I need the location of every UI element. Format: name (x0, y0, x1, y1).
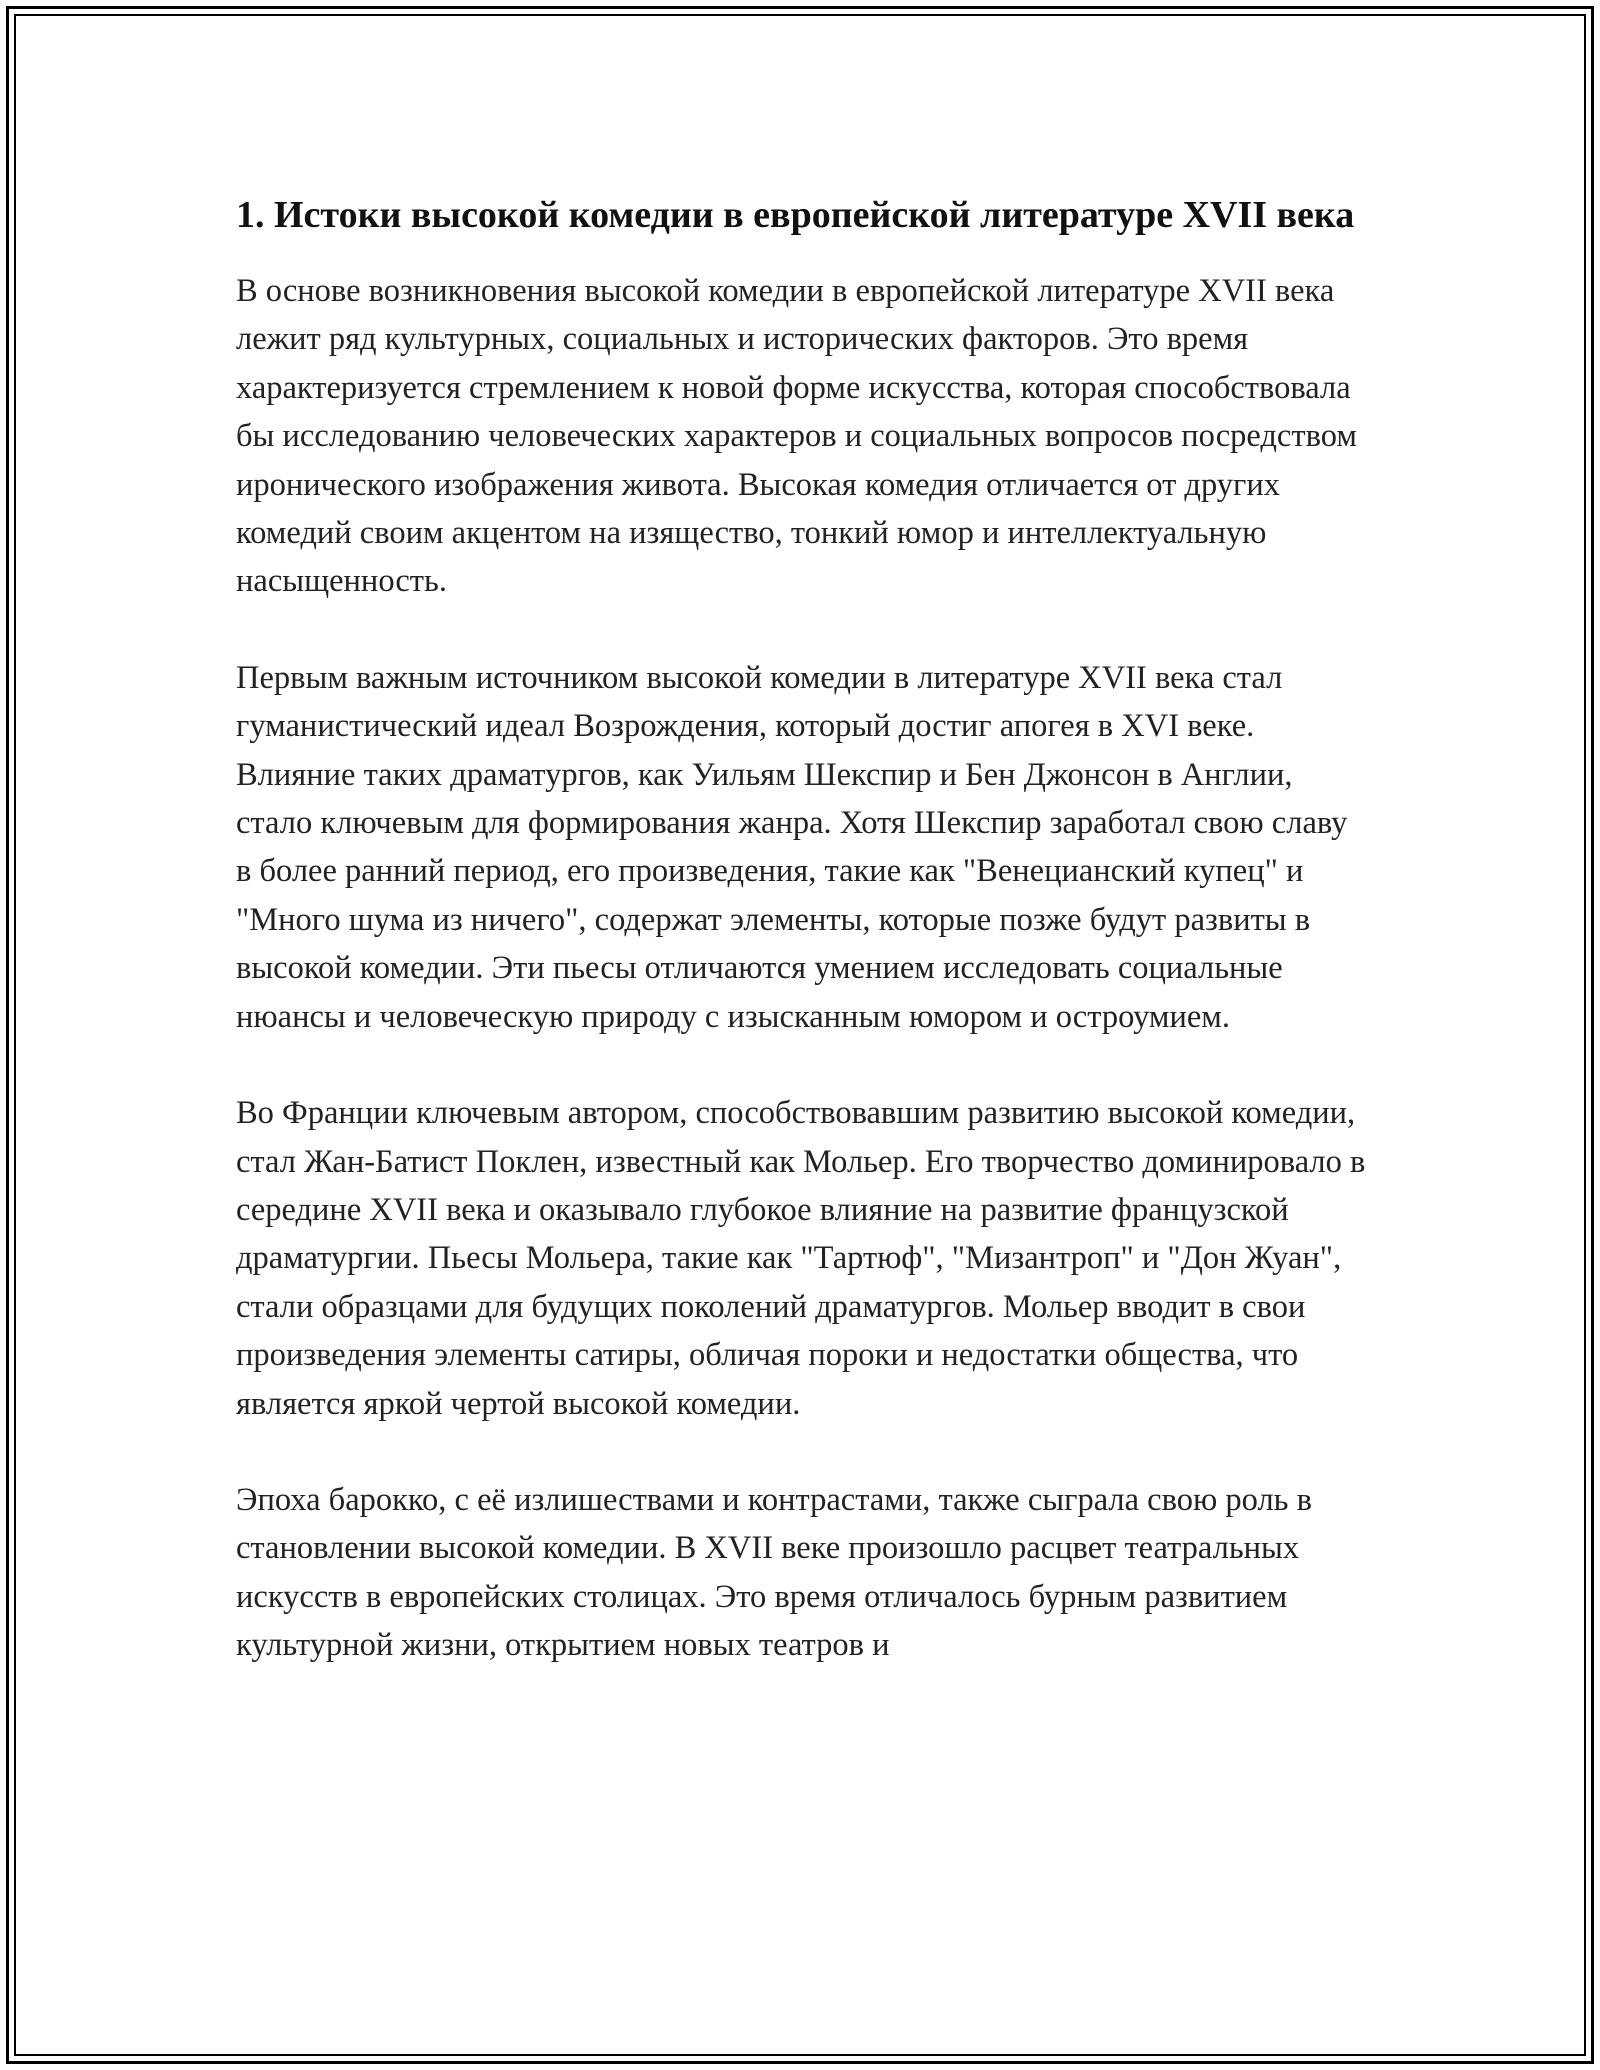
paragraph-3: Во Франции ключевым автором, способствовавшим развитию высокой комедии, стал Жан-Батист Поклен, известный как Мольер. Его творчество доминировало в середине XVII века и оказывало глубокое влияние на развитие французской драматургии. Пьесы Мольера, такие как "Тартюф", "Мизантроп" и "Дон Жуан", стали образцами для будущих поколений драматургов. Мольер вводит в свои произведения элементы сатиры, обличая пороки и недостатки общества, что является яркой чертой высокой комедии. (236, 1095, 1366, 1422)
document-body (236, 187, 1366, 1718)
paragraph-4: Эпоха барокко, с её излишествами и контрастами, также сыграла свою роль в становлении высокой комедии. В XVII веке произошло расцвет театральных искусств в европейских столицах. Это время отличалось бурным развитием культурной жизни, открытием новых театров и (236, 1481, 1312, 1664)
paragraph-1: В основе возникновения высокой комедии в европейской литературе XVII века лежит ряд культурных, социальных и исторических факторов. Это время характеризуется стремлением к новой форме искусства, которая способствовала бы исследованию человеческих характеров и социальных вопросов посредством иронического изображения живота. Высокая комедия отличается от других комедий своим акцентом на изящество, тонкий юмор и интеллектуальную насыщенность. (236, 273, 1357, 600)
section-heading: 1. Истоки высокой комедии в европейской литературе XVII века (236, 194, 1355, 236)
paragraph-2: Первым важным источником высокой комедии в литературе XVII века стал гуманистический идеал Возрождения, который достиг апогея в XVI веке. Влияние таких драматургов, как Уильям Шекспир и Бен Джонсон в Англии, стало ключевым для формирования жанра. Хотя Шекспир заработал свою славу в более ранний период, его произведения, такие как "Венецианский купец" и "Много шума из ничего", содержат элементы, которые позже будут развиты в высокой комедии. Эти пьесы отличаются умением исследовать социальные нюансы и человеческую природу с изысканным юмором и остроумием. (236, 659, 1348, 1035)
